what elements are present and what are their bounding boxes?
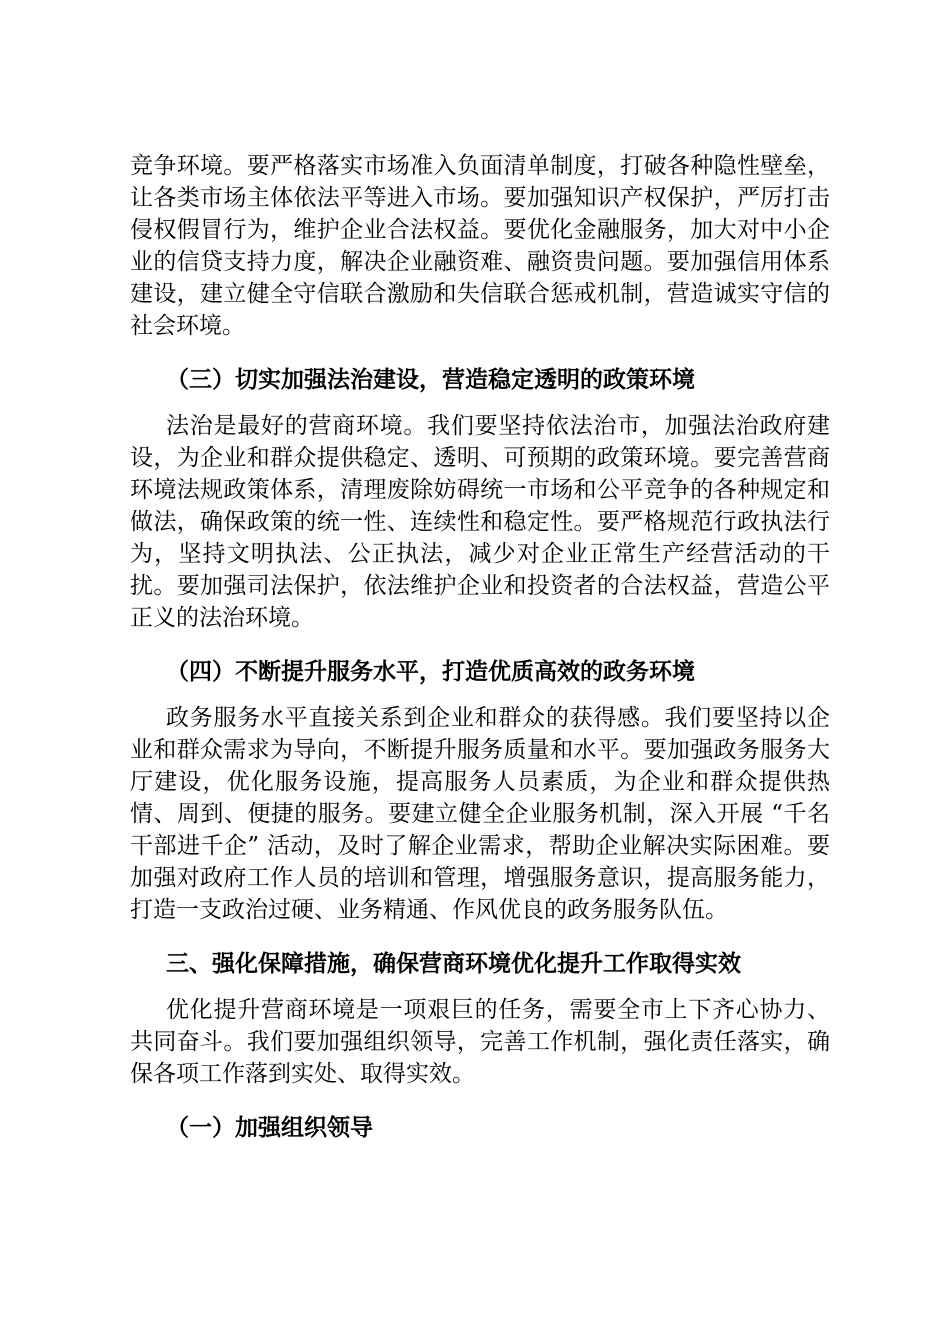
section-heading-organization-leadership: （一）加强组织领导 bbox=[166, 1115, 373, 1141]
spacer bbox=[130, 980, 830, 994]
paragraph-competition-environment: 竞争环境。要严格落实市场准入负面清单制度，打破各种隐性壁垒，让各类市场主体依法平等进入市场。要加强知识产权保护，严厉打击侵权假冒行为，维护企业合法权益。要优化金融服务，加大对中小企业的信贷支持力度，解决企业融资难、融资贵问题。要加强信用体系建设，建立健全守信联合激励和失信联合惩戒机制，营造诚实守信的社会环境。 bbox=[130, 153, 830, 339]
document-page bbox=[130, 150, 830, 1144]
spacer bbox=[130, 926, 830, 948]
paragraph-safeguard-measures: 优化提升营商环境是一项艰巨的任务，需要全市上下齐心协力、共同奋斗。我们要加强组织领导，完善工作机制，强化责任落实，确保各项工作落到实处、取得实效。 bbox=[130, 997, 830, 1087]
spacer bbox=[130, 396, 830, 410]
spacer bbox=[130, 342, 830, 364]
spacer bbox=[130, 688, 830, 702]
spacer bbox=[130, 1090, 830, 1112]
section-heading-safeguard-measures: 三、强化保障措施，确保营商环境优化提升工作取得实效 bbox=[166, 951, 741, 977]
paragraph-service-level: 政务服务水平直接关系到企业和群众的获得感。我们要坚持以企业和群众需求为导向，不断提升服务质量和水平。要加强政务服务大厅建设，优化服务设施，提高服务人员素质，为企业和群众提供热情、周到、便捷的服务。要建立健全企业服务机制，深入开展 “千名干部进千企” 活动，及时了解企业需求，帮助企业解决实际困难。要加强对政府工作人员的培训和管理，增强服务意识，提高服务能力，打造一支政治过硬、业务精通、作风优良的政务服务队伍。 bbox=[130, 705, 830, 923]
spacer bbox=[130, 634, 830, 656]
paragraph-rule-of-law: 法治是最好的营商环境。我们要坚持依法治市，加强法治政府建设，为企业和群众提供稳定、透明、可预期的政策环境。要完善营商环境法规政策体系，清理废除妨碍统一市场和公平竞争的各种规定和做法，确保政策的统一性、连续性和稳定性。要严格规范行政执法行为，坚持文明执法、公正执法，减少对企业正常生产经营活动的干扰。要加强司法保护，依法维护企业和投资者的合法权益，营造公平正义的法治环境。 bbox=[130, 413, 830, 631]
section-heading-rule-of-law: （三）切实加强法治建设，营造稳定透明的政策环境 bbox=[166, 367, 695, 393]
section-heading-service-level: （四）不断提升服务水平，打造优质高效的政务环境 bbox=[166, 659, 695, 685]
